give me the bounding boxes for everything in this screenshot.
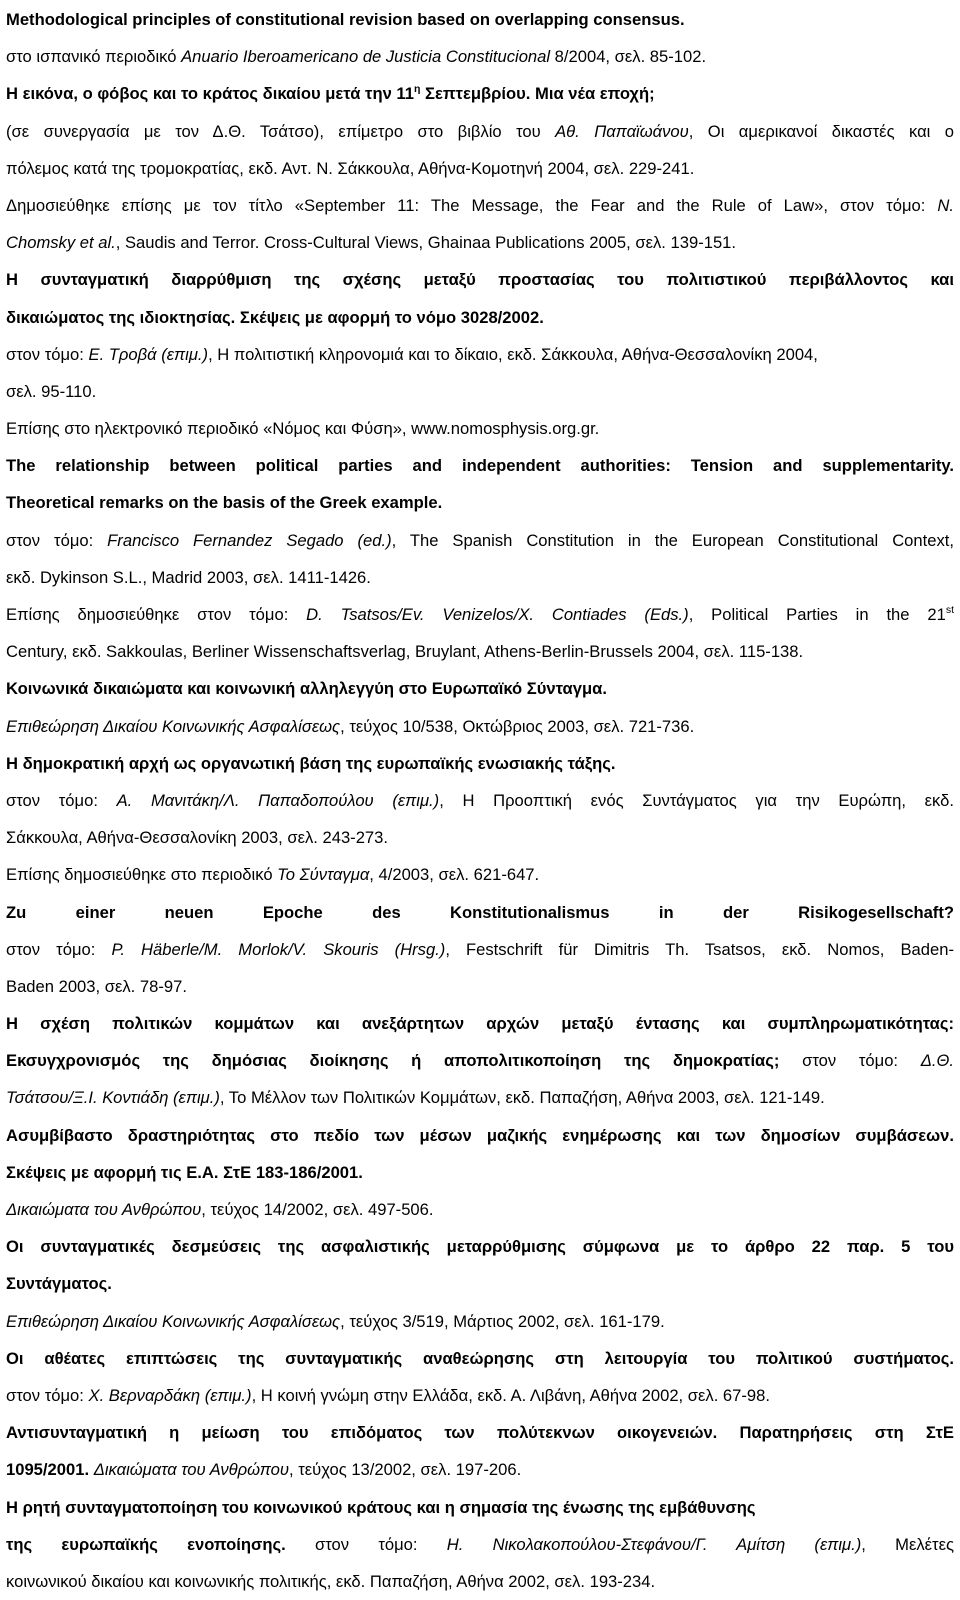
text-run: The relationship between political parties and independent authorities: Tension and supplementarity. bbox=[6, 456, 954, 476]
text-run: Οι αθέατες επιπτώσεις της συνταγματικής αναθεώρησης στη λειτουργία του πολιτικού συστήματος. bbox=[6, 1348, 954, 1368]
text-run: Επιθεώρηση Δικαίου Κοινωνικής Ασφαλίσεως bbox=[6, 1311, 341, 1331]
text-run: Χ. Βερναρδάκη (επιμ.) bbox=[88, 1385, 252, 1405]
text-line bbox=[6, 224, 954, 261]
text-line bbox=[6, 38, 954, 75]
text-line bbox=[6, 1265, 954, 1302]
text-run: πόλεμος κατά της τρομοκρατίας, εκδ. Αντ. Ν. Σάκκουλα, Αθήνα-Κομοτηνή 2004, σελ. 229-241. bbox=[6, 158, 695, 178]
text-line bbox=[6, 894, 954, 931]
text-line bbox=[6, 150, 954, 187]
text-run: Οι συνταγματικές δεσμεύσεις της ασφαλιστικής μεταρρύθμισης σύμφωνα με το άρθρο 22 παρ. 5 του bbox=[6, 1237, 954, 1257]
text-line bbox=[6, 1340, 954, 1377]
text-run: Σκέψεις με αφορμή τις Ε.Α. ΣτΕ 183-186/2001. bbox=[6, 1162, 363, 1182]
text-line bbox=[6, 1451, 954, 1488]
text-run: , τεύχος 14/2002, σελ. 497-506. bbox=[201, 1200, 434, 1219]
text-run: Αντισυνταγματική η μείωση του επιδόματος των πολύτεκνων οικογενειών. Παρατηρήσεις στη ΣτΕ bbox=[6, 1423, 954, 1443]
text-run: Η ρητή συνταγματοποίηση του κοινωνικού κράτους και η σημασία της ένωσης της εμβάθυνσης bbox=[6, 1497, 756, 1517]
text-run: , Οι αμερικανοί δικαστές και ο bbox=[688, 121, 954, 141]
text-run: Δημοσιεύθηκε επίσης με τον τίτλο «September 11: The Message, the Fear and the Rule of Law», στον τόμο: bbox=[6, 195, 938, 215]
text-run: P. Häberle/M. Morlok/V. Skouris (Hrsg.) bbox=[111, 939, 446, 959]
text-line bbox=[6, 447, 954, 484]
text-run: Anuario Iberoamericano de Justicia Constitucional bbox=[181, 47, 551, 67]
text-run: Ασυμβίβαστο δραστηριότητας στο πεδίο των μέσων μαζικής ενημέρωσης και των δημοσίων συμβάσεων. bbox=[6, 1125, 954, 1145]
text-line bbox=[6, 1005, 954, 1042]
text-line bbox=[6, 596, 954, 633]
text-run: Ε. Τροβά (επιμ.) bbox=[88, 344, 209, 364]
text-run: Συντάγματος. bbox=[6, 1274, 112, 1294]
text-line bbox=[6, 633, 954, 670]
text-line bbox=[6, 1303, 954, 1340]
text-run: Η εικόνα, ο φόβος και το κράτος δικαίου μετά την 11 bbox=[6, 84, 414, 104]
text-line bbox=[6, 261, 954, 298]
text-run: σελ. 95-110. bbox=[6, 381, 97, 401]
text-run: Δικαιώματα του Ανθρώπου bbox=[93, 1460, 289, 1480]
text-run: στον τόμο: bbox=[6, 939, 112, 959]
text-run: , 4/2003, σελ. 621-647. bbox=[369, 865, 540, 885]
text-run: , Η κοινή γνώμη στην Ελλάδα, εκδ. Α. Λιβάνη, Αθήνα 2002, σελ. 67-98. bbox=[251, 1385, 770, 1405]
text-line bbox=[6, 1154, 954, 1191]
text-run: Δ.Θ. bbox=[920, 1051, 954, 1071]
text-line bbox=[6, 1079, 954, 1116]
text-line bbox=[6, 484, 954, 521]
superscript: st bbox=[945, 604, 954, 616]
text-run: Zu einer neuen Epoche des Konstitutionalismus in der Risikogesellschaft? bbox=[6, 902, 954, 922]
text-run: , Η πολιτιστική κληρονομιά και το δίκαιο, εκδ. Σάκκουλα, Αθήνα-Θεσσαλονίκη 2004, bbox=[208, 344, 818, 364]
text-line bbox=[6, 410, 954, 447]
text-run: Η δημοκρατική αρχή ως οργανωτική βάση της ευρωπαϊκής ενωσιακής τάξης. bbox=[6, 753, 616, 773]
text-line bbox=[6, 187, 954, 224]
text-line bbox=[6, 708, 954, 745]
text-line bbox=[6, 373, 954, 410]
text-run: στον τόμο: bbox=[6, 1385, 89, 1405]
text-run: , τεύχος 3/519, Μάρτιος 2002, σελ. 161-179. bbox=[340, 1311, 665, 1331]
text-run: Επίσης δημοσιεύθηκε στο περιοδικό bbox=[6, 865, 278, 885]
text-run: , Η Προοπτική ενός Συντάγματος για την Ευρώπη, εκδ. bbox=[439, 790, 954, 810]
text-run: Η. Νικολακοπούλου-Στεφάνου/Γ. Αμίτση (επιμ.) bbox=[446, 1534, 862, 1554]
text-run: , Saudis and Terror. Cross-Cultural Views, Ghainaa Publications 2005, σελ. 139-151. bbox=[115, 233, 737, 253]
text-line bbox=[6, 670, 954, 707]
text-run: (σε συνεργασία με τον Δ.Θ. Τσάτσο), επίμετρο στο βιβλίο του bbox=[6, 121, 556, 141]
text-line bbox=[6, 931, 954, 968]
text-run: , τεύχος 10/538, Οκτώβριος 2003, σελ. 721-736. bbox=[340, 716, 695, 736]
text-line bbox=[6, 782, 954, 819]
text-line bbox=[6, 1042, 954, 1079]
text-run: Τσάτσου/Ξ.Ι. Κοντιάδη (επιμ.) bbox=[6, 1088, 220, 1108]
text-run: Century, εκδ. Sakkoulas, Berliner Wissenschaftsverlag, Bruylant, Athens-Berlin-Brussels 2004, σελ. 115-138. bbox=[6, 642, 804, 662]
text-line bbox=[6, 856, 954, 893]
text-run: Baden 2003, σελ. 78-97. bbox=[6, 976, 187, 996]
text-run: στο ισπανικό περιοδικό bbox=[6, 47, 182, 67]
text-line bbox=[6, 299, 954, 336]
text-run: Αθ. Παπαϊωάνου bbox=[555, 121, 689, 141]
text-run: Η σχέση πολιτικών κομμάτων και ανεξάρτητων αρχών μεταξύ έντασης και συμπληρωματικότητας: bbox=[6, 1014, 954, 1034]
text-line bbox=[6, 745, 954, 782]
text-run: στον τόμο: bbox=[779, 1051, 921, 1071]
text-run: στον τόμο: bbox=[285, 1534, 447, 1554]
text-run: Theoretical remarks on the basis of the Greek example. bbox=[6, 493, 443, 513]
text-run: , τεύχος 13/2002, σελ. 197-206. bbox=[288, 1460, 522, 1480]
text-line bbox=[6, 1563, 954, 1600]
text-run: της ευρωπαϊκής ενοποίησης. bbox=[6, 1534, 286, 1554]
text-run: 1095/2001. bbox=[6, 1460, 90, 1480]
text-line bbox=[6, 968, 954, 1005]
text-line bbox=[6, 1228, 954, 1265]
text-run: Σάκκουλα, Αθήνα-Θεσσαλονίκη 2003, σελ. 243-273. bbox=[6, 828, 389, 848]
text-run: D. Tsatsos/Ev. Venizelos/X. Contiades (Eds.) bbox=[306, 605, 689, 624]
text-run: Chomsky et al. bbox=[6, 233, 116, 253]
text-line bbox=[6, 1526, 954, 1563]
text-run: Α. Μανιτάκη/Λ. Παπαδοπούλου (επιμ.) bbox=[116, 790, 440, 810]
text-run: , Το Μέλλον των Πολιτικών Κομμάτων, εκδ. Παπαζήση, Αθήνα 2003, σελ. 121-149. bbox=[219, 1088, 825, 1108]
text-run: , The Spanish Constitution in the European Constitutional Context, bbox=[391, 530, 954, 550]
text-run: εκδ. Dykinson S.L., Madrid 2003, σελ. 1411-1426. bbox=[6, 567, 371, 587]
text-run: Εκσυγχρονισμός της δημόσιας διοίκησης ή αποπολιτικοποίηση της δημοκρατίας; bbox=[6, 1051, 780, 1071]
text-run: Δικαιώματα του Ανθρώπου bbox=[6, 1200, 202, 1219]
text-line bbox=[6, 1489, 954, 1526]
text-run: , Political Parties in the 21 bbox=[688, 605, 946, 624]
text-line bbox=[6, 75, 954, 112]
text-line bbox=[6, 1377, 954, 1414]
text-line bbox=[6, 559, 954, 596]
text-run: Επίσης δημοσιεύθηκε στον τόμο: bbox=[6, 605, 307, 624]
text-run: Methodological principles of constitutional revision based on overlapping consensus. bbox=[6, 10, 685, 29]
text-line bbox=[6, 1, 954, 38]
text-run: στον τόμο: bbox=[6, 344, 89, 364]
text-run: , Μελέτες bbox=[861, 1534, 954, 1554]
text-line bbox=[6, 819, 954, 856]
text-line bbox=[6, 1117, 954, 1154]
text-line bbox=[6, 1414, 954, 1451]
text-run: Κοινωνικά δικαιώματα και κοινωνική αλληλεγγύη στο Ευρωπαϊκό Σύνταγμα. bbox=[6, 679, 607, 699]
text-run: Το Σύνταγμα bbox=[277, 865, 370, 885]
text-run: Francisco Fernandez Segado (ed.) bbox=[107, 530, 392, 550]
text-line bbox=[6, 522, 954, 559]
text-line bbox=[6, 1191, 954, 1228]
text-run: στον τόμο: bbox=[6, 530, 108, 550]
text-run: Η συνταγματική διαρρύθμιση της σχέσης μεταξύ προστασίας του πολιτιστικού περιβάλλοντος και bbox=[6, 270, 954, 290]
text-run: , Festschrift für Dimitris Th. Tsatsos, εκδ. Nomos, Baden- bbox=[445, 939, 954, 959]
text-run: 8/2004, σελ. 85-102. bbox=[550, 47, 707, 67]
text-run: κοινωνικού δικαίου και κοινωνικής πολιτικής, εκδ. Παπαζήση, Αθήνα 2002, σελ. 193-234. bbox=[6, 1571, 656, 1591]
text-run: Επίσης στο ηλεκτρονικό περιοδικό «Νόμος και Φύση», www.nomosphysis.org.gr. bbox=[6, 419, 600, 439]
text-run: N. bbox=[937, 195, 954, 215]
text-run: δικαιώματος της ιδιοκτησίας. Σκέψεις με αφορμή το νόμο 3028/2002. bbox=[6, 307, 544, 327]
superscript: η bbox=[413, 83, 421, 96]
text-run: στον τόμο: bbox=[6, 790, 117, 810]
text-line bbox=[6, 113, 954, 150]
text-line bbox=[6, 336, 954, 373]
text-run: Επιθεώρηση Δικαίου Κοινωνικής Ασφαλίσεως bbox=[6, 716, 341, 736]
text-run: Σεπτεμβρίου. Μια νέα εποχή; bbox=[420, 84, 655, 104]
